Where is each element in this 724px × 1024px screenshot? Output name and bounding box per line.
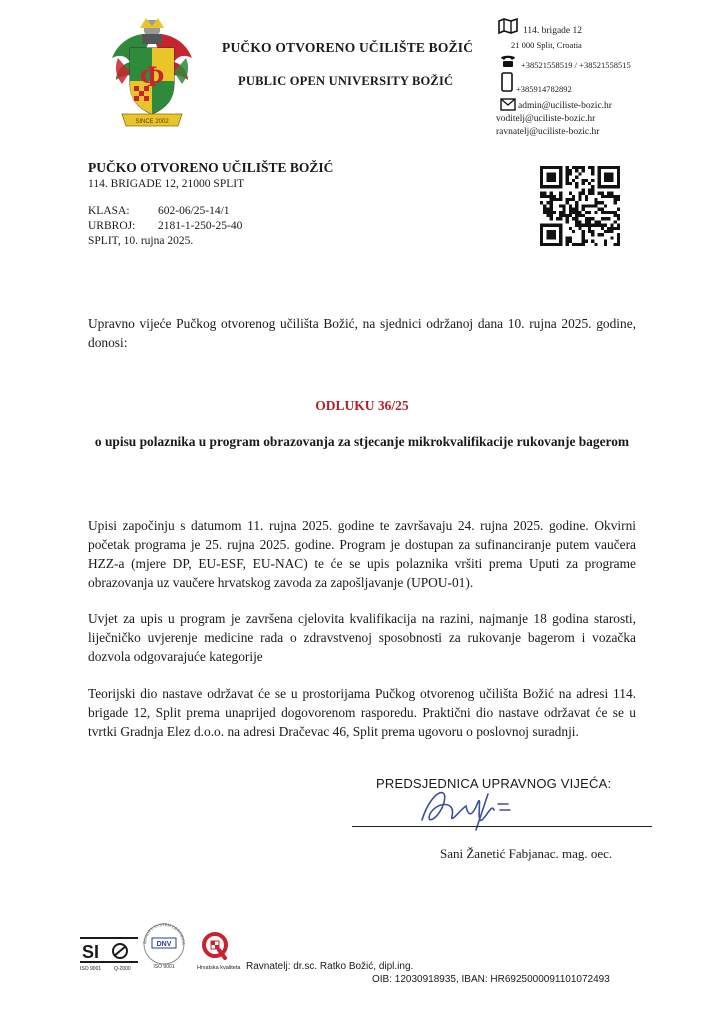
contact-phone: +38521558519 / +38521558515	[521, 60, 631, 70]
si-iso-label: ISO 9001	[80, 966, 102, 972]
handwritten-signature	[412, 780, 532, 839]
svg-text:Φ: Φ	[139, 60, 165, 93]
phone-icon	[500, 54, 516, 73]
qr-code	[540, 166, 620, 246]
sender-address: 114. BRIGADE 12, 21000 SPLIT	[88, 178, 245, 190]
si-q2000-label: Q-2000	[114, 966, 131, 972]
sender-block	[88, 160, 333, 190]
hrvatska-kvaliteta-logo	[195, 930, 247, 972]
paragraph-enrollment-dates: Upisi započinju s datumom 11. rujna 2025. godine te završavaju 24. rujna 2025. godine. Okvirni početak programa je 25. rujna 2025. godine. Program je dostupan za sufinanciranje putem vaučera HZZ-a (mjere DP, EU-ESF, EU-NAC) te će se upis polaznika vršiti prema Uputi za programe obrazovanja uz vaučere hrvatskog zavoda za zapošljavanje (UPOU-01).	[88, 518, 636, 590]
urbroj-value: 2181-1-250-25-40	[158, 220, 243, 232]
decision-subtitle: o upisu polaznika u program obrazovanja za stjecanje mikrokvalifikacije rukovanje bagerom	[94, 434, 630, 449]
contact-email-ravnatelj: ravnatelj@uciliste-bozic.hr	[496, 127, 600, 137]
footer-director: Ravnatelj: dr.sc. Ratko Božić, dipl.ing.	[246, 961, 414, 972]
hrvatska-kvaliteta-text: Hrvatska kvaliteta	[197, 965, 241, 971]
contact-address-line1: 114. brigade 12	[523, 26, 583, 36]
decision-title: ODLUKU 36/25	[315, 398, 409, 413]
paragraph-requirements: Uvjet za upis u program je završena cjelovita kvalifikacija na razini, najmanje 18 godina starosti, liječničko uvjerenje medicine rada o zdravstvenoj sposobnosti za rukovanje bagerom i vozačka dozvola odgovarajuće kategorije	[88, 611, 636, 664]
contact-email-admin: admin@uciliste-bozic.hr	[518, 101, 612, 111]
crest-banner-text: SINCE 2002	[135, 119, 169, 125]
reference-meta	[88, 204, 242, 249]
si-cert-text: SI	[82, 942, 100, 962]
si-cert-logo	[80, 934, 138, 974]
klasa-value: 602-06/25-14/1	[158, 205, 230, 217]
place-date: SPLIT, 10. rujna 2025.	[88, 235, 194, 247]
contact-address-line2: 21 000 Split, Croatia	[511, 40, 582, 50]
contact-mobile: +385914782892	[516, 84, 572, 94]
crest-logo	[104, 14, 200, 132]
signature-line	[352, 826, 652, 827]
map-icon	[498, 18, 518, 39]
dnv-iso-label: ISO 9001	[153, 964, 175, 970]
urbroj-label: URBROJ:	[88, 220, 136, 232]
dnv-text: DNV	[156, 941, 172, 948]
sender-name: PUČKO OTVORENO UČILIŠTE BOŽIĆ	[88, 160, 334, 175]
org-name-en: PUBLIC OPEN UNIVERSITY BOŽIĆ	[238, 74, 454, 88]
intro-paragraph: Upravno vijeće Pučkog otvorenog učilišta Božić, na sjednici održanoj dana 10. rujna 2025. godine, donosi:	[88, 316, 636, 350]
paragraph-location: Teorijski dio nastave održavat će se u prostorijama Pučkog otvorenog učilišta Božić na adresi 114. brigade 12, Split prema unaprijed dogovorenom rasporedu. Praktični dio nastave održavat će se u tvrtki Gradnja Elez d.o.o. na adresi Dračevac 46, Split prema ugovoru o poslovnoj suradnji.	[88, 686, 636, 739]
signature-label: PREDSJEDNICA UPRAVNOG VIJEĆA:	[376, 776, 612, 791]
signatory-name: Sani Žanetić Fabjanac. mag. oec.	[440, 846, 613, 861]
footer-oib-iban: OIB: 12030918935, IBAN: HR6925000091101072493	[372, 974, 610, 985]
klasa-label: KLASA:	[88, 205, 130, 217]
mobile-icon	[501, 72, 513, 97]
org-name-hr: PUČKO OTVORENO UČILIŠTE BOŽIĆ	[222, 40, 474, 55]
dnv-cert-logo	[140, 920, 188, 972]
contact-email-voditelj: voditelj@uciliste-bozic.hr	[496, 114, 596, 124]
dnv-ring-text: QUALITY SYSTEM CERTIFICA	[141, 921, 187, 945]
